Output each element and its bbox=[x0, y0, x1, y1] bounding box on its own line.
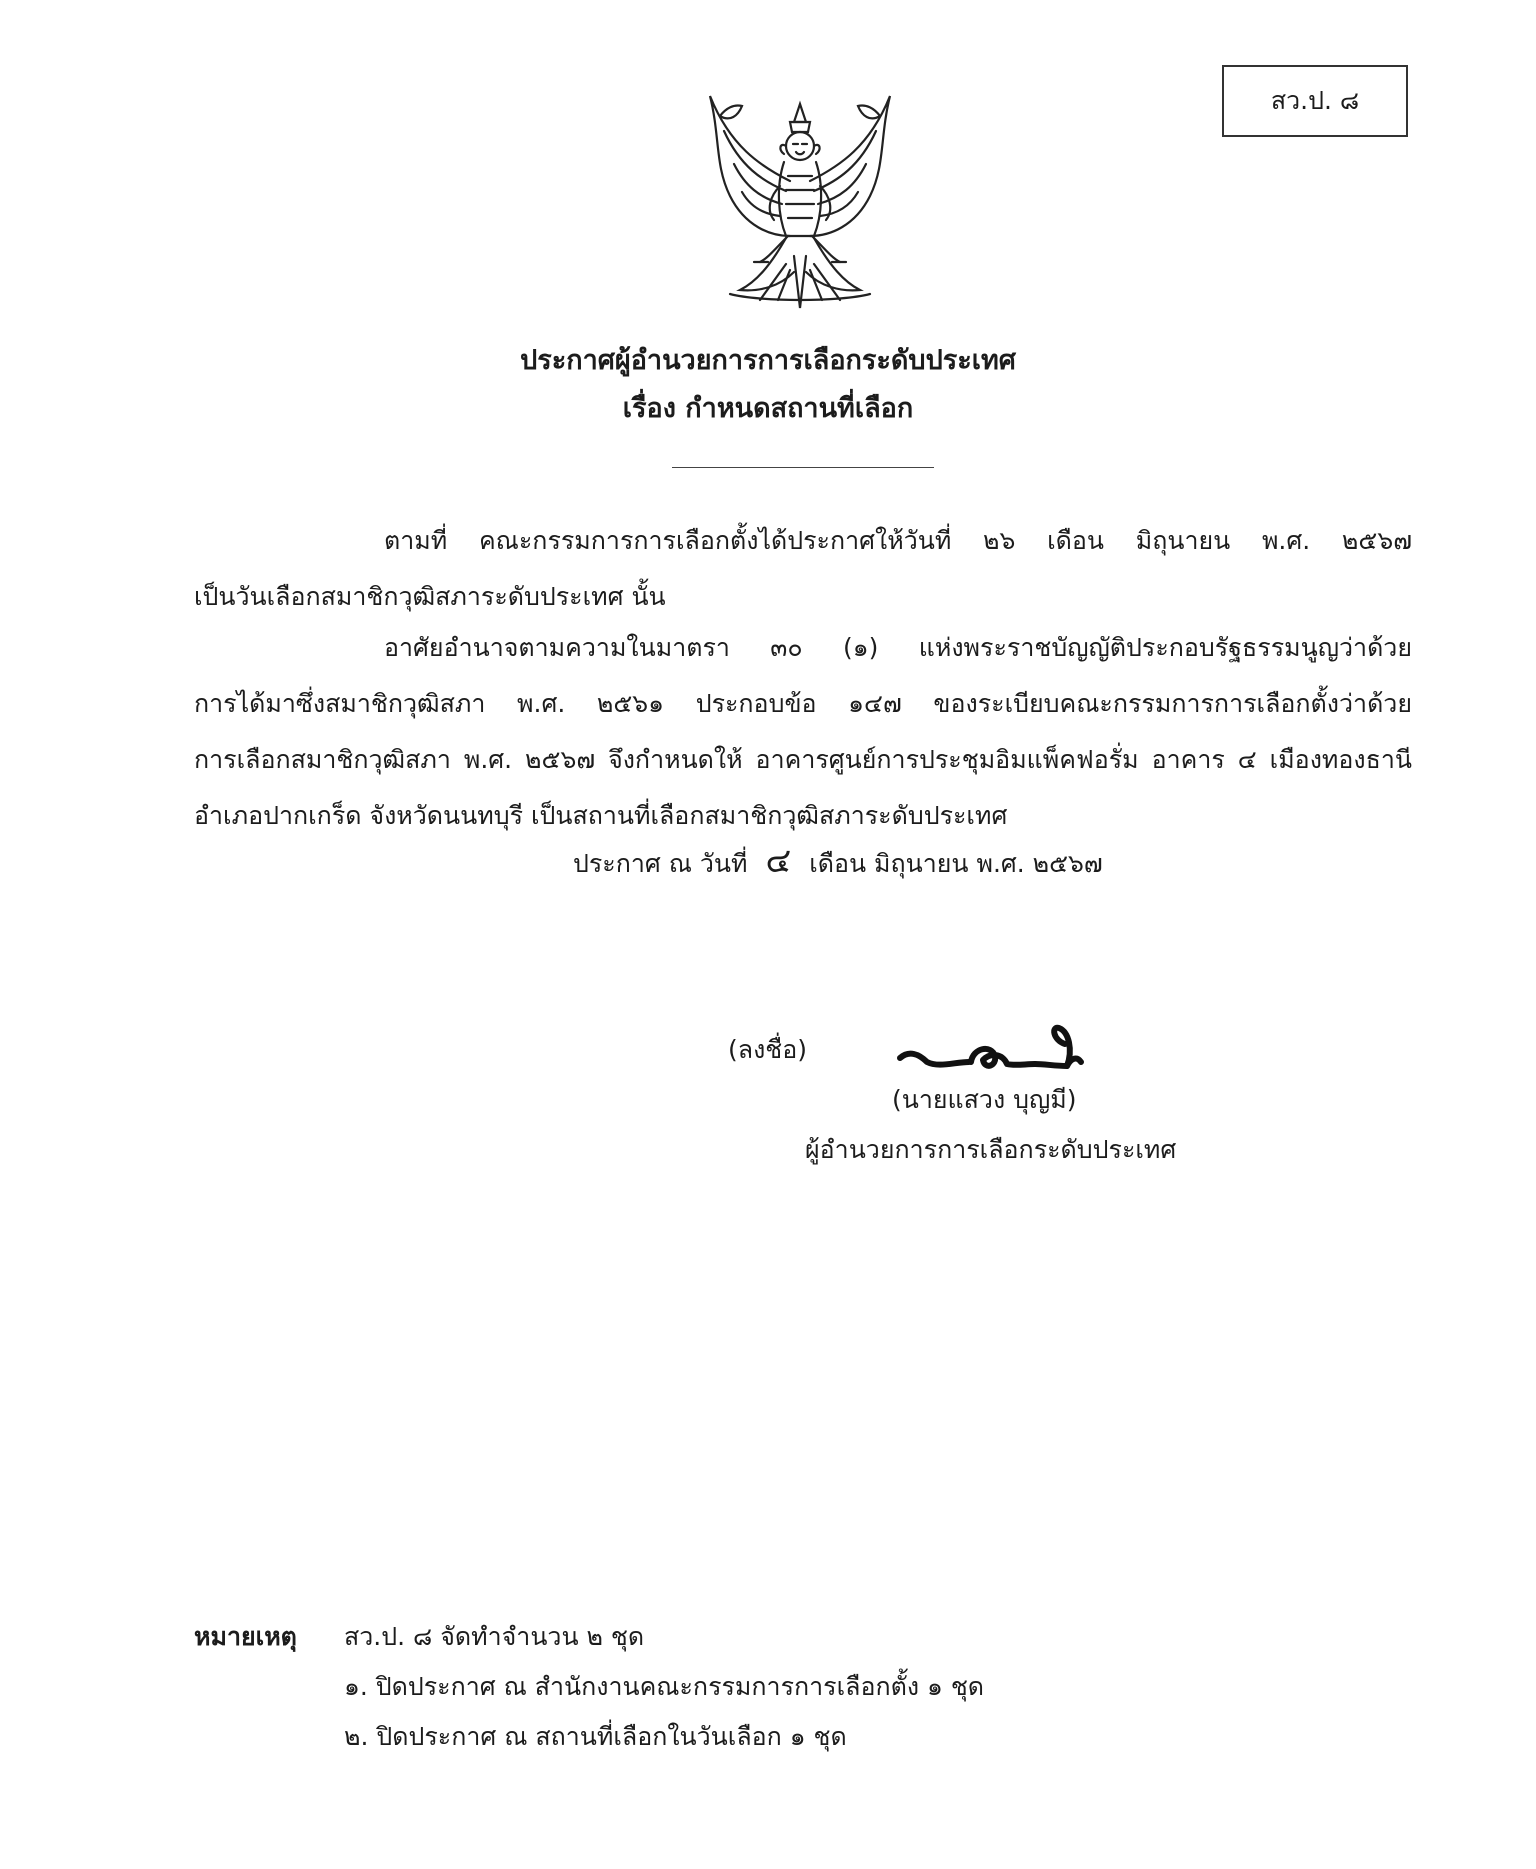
paragraph-1 bbox=[194, 513, 1412, 625]
paragraph-line: การเลือกสมาชิกวุฒิสภา พ.ศ. ๒๕๖๗ จึงกำหนดให้ อาคารศูนย์การประชุมอิมแพ็คฟอรั่ม อาคาร ๔ เมืองทองธานี bbox=[194, 745, 1412, 774]
form-code-label: สว.ป. ๘ bbox=[1270, 86, 1360, 115]
paragraph-line: การได้มาซึ่งสมาชิกวุฒิสภา พ.ศ. ๒๕๖๑ ประกอบข้อ ๑๔๗ ของระเบียบคณะกรรมการการเลือกตั้งว่าด้วย bbox=[194, 689, 1412, 718]
paragraph-line: เป็นวันเลือกสมาชิกวุฒิสภาระดับประเทศ นั้น bbox=[194, 582, 666, 611]
remarks-item: สว.ป. ๘ จัดทำจำนวน ๒ ชุด bbox=[344, 1622, 645, 1651]
remarks-list bbox=[344, 1612, 984, 1762]
signature-label: (ลงชื่อ) bbox=[728, 1035, 808, 1064]
issue-date-prefix: ประกาศ ณ วันที่ bbox=[573, 849, 748, 878]
issue-date-suffix: เดือน มิถุนายน พ.ศ. ๒๕๖๗ bbox=[809, 849, 1103, 878]
issue-day: ๔ bbox=[765, 841, 792, 881]
signer-name: (นายแสวง บุญมี) bbox=[892, 1085, 1077, 1114]
remarks-item: ๑. ปิดประกาศ ณ สำนักงานคณะกรรมการการเลือกตั้ง ๑ ชุด bbox=[344, 1672, 985, 1701]
handwritten-signature bbox=[895, 1010, 1095, 1090]
signer-position: ผู้อำนวยการการเลือกระดับประเทศ bbox=[805, 1135, 1177, 1164]
paragraph-line: อำเภอปากเกร็ด จังหวัดนนทบุรี เป็นสถานที่เลือกสมาชิกวุฒิสภาระดับประเทศ bbox=[194, 801, 1008, 830]
announcement-title: ประกาศผู้อำนวยการการเลือกระดับประเทศ bbox=[520, 345, 1016, 376]
paragraph-line: ตามที่ คณะกรรมการการเลือกตั้งได้ประกาศให้วันที่ ๒๖ เดือน มิถุนายน พ.ศ. ๒๕๖๗ bbox=[384, 526, 1412, 555]
form-code-box bbox=[1222, 65, 1408, 137]
announcement-subject: เรื่อง กำหนดสถานที่เลือก bbox=[622, 393, 914, 424]
paragraph-2 bbox=[194, 620, 1412, 844]
issue-date-line bbox=[573, 833, 1103, 887]
title-divider bbox=[672, 467, 934, 468]
garuda-emblem-icon bbox=[690, 86, 910, 316]
remarks-heading: หมายเหตุ bbox=[194, 1622, 297, 1651]
paragraph-line: อาศัยอำนาจตามความในมาตรา ๓๐ (๑) แห่งพระราชบัญญัติประกอบรัฐธรรมนูญว่าด้วย bbox=[384, 633, 1412, 662]
remarks-item: ๒. ปิดประกาศ ณ สถานที่เลือกในวันเลือก ๑ ชุด bbox=[344, 1722, 847, 1751]
